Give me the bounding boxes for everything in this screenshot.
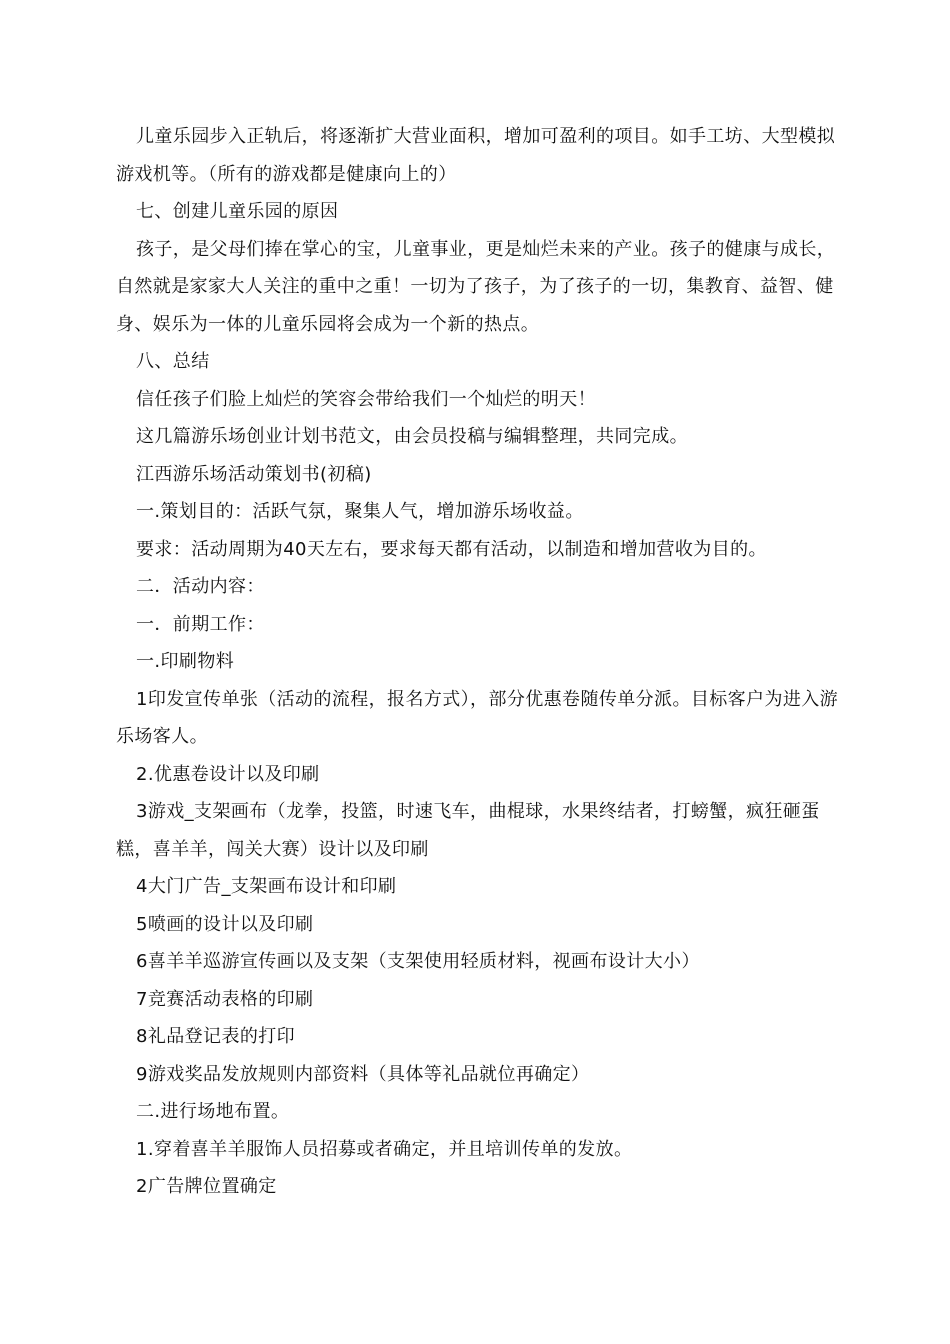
- paragraph: 信任孩子们脸上灿烂的笑容会带给我们一个灿烂的明天！: [136, 388, 596, 410]
- paragraph: 孩子，是父母们捧在掌心的宝，儿童事业，更是灿烂未来的产业。孩子的健康与成长，自然就是家家大人关注的重中之重！一切为了孩子，为了孩子的一切，集教育、益智、健身、娱乐为一体的儿童乐园将会成为一个新的热点。: [116, 238, 836, 335]
- section-heading: 一.印刷物料: [136, 651, 235, 672]
- section-heading: 七、创建儿童乐园的原因: [136, 201, 339, 222]
- paragraph: 一.策划目的：活跃气氛，聚集人气，增加游乐场收益。: [136, 501, 584, 522]
- list-item: 8礼品登记表的打印: [136, 1026, 296, 1047]
- document-title: 江西游乐场活动策划书(初稿): [136, 463, 372, 485]
- list-item: 5喷画的设计以及印刷: [136, 913, 314, 935]
- list-item: 1.穿着喜羊羊服饰人员招募或者确定，并且培训传单的发放。: [136, 1138, 633, 1160]
- list-item: 3游戏_支架画布（龙拳，投篮，时速飞车，曲棍球，水果终结者，打螃蟹，疯狂砸蛋糕，喜羊羊，闯关大赛）设计以及印刷: [116, 801, 820, 860]
- section-heading: 二.进行场地布置。: [136, 1101, 290, 1122]
- list-item: 7竞赛活动表格的印刷: [136, 988, 314, 1010]
- paragraph: 儿童乐园步入正轨后，将逐渐扩大营业面积，增加可盈利的项目。如手工坊、大型模拟游戏机等。（所有的游戏都是健康向上的）: [116, 126, 836, 185]
- list-item: 1印发宣传单张（活动的流程，报名方式），部分优惠卷随传单分派。目标客户为进入游乐场客人。: [116, 688, 839, 747]
- list-item: 2.优惠卷设计以及印刷: [136, 763, 320, 785]
- section-heading: 二．活动内容：: [136, 576, 265, 597]
- section-heading: 一．前期工作：: [136, 613, 265, 635]
- list-item: 4大门广告_支架画布设计和印刷: [136, 876, 397, 897]
- list-item: 6喜羊羊巡游宣传画以及支架（支架使用轻质材料，视画布设计大小）: [136, 951, 700, 972]
- section-heading: 八、总结: [136, 351, 210, 372]
- paragraph: 这几篇游乐场创业计划书范文，由会员投稿与编辑整理，共同完成。: [136, 426, 688, 447]
- list-item: 2广告牌位置确定: [136, 1176, 277, 1197]
- paragraph: 要求：活动周期为40天左右，要求每天都有活动，以制造和增加营收为目的。: [136, 538, 767, 560]
- list-item: 9游戏奖品发放规则内部资料（具体等礼品就位再确定）: [136, 1063, 590, 1085]
